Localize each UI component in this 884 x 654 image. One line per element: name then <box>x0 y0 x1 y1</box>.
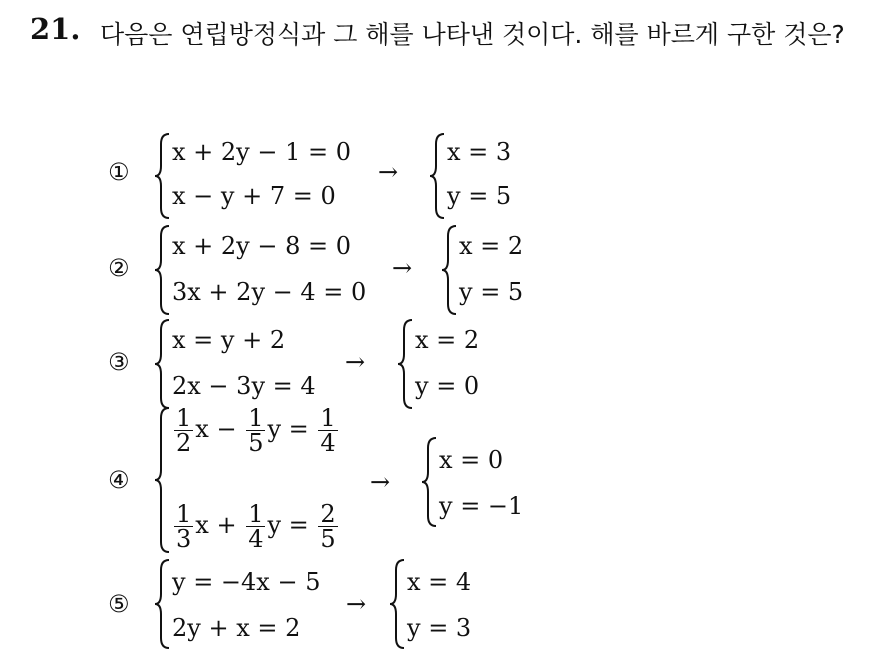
equation-1: x + 2y − 1 = 0 <box>172 138 352 166</box>
choice-3[interactable] <box>0 316 884 410</box>
choice-marker: ③ <box>108 348 130 376</box>
solution-y: y = 0 <box>415 372 480 400</box>
equation-1: y = −4x − 5 <box>172 568 321 596</box>
left-brace-icon <box>153 406 173 554</box>
solution-x: x = 0 <box>439 446 504 474</box>
solution-y: y = 5 <box>447 182 512 210</box>
solution-x: x = 4 <box>407 568 472 596</box>
choice-2[interactable] <box>0 222 884 316</box>
arrow-icon: → <box>345 348 366 376</box>
fraction: $\frac{1}{3}$ <box>176 500 192 553</box>
equation-1: x + 2y − 8 = 0 <box>172 232 352 260</box>
fraction: $\frac{1}{4}$ <box>248 500 264 553</box>
left-brace-icon <box>420 436 440 528</box>
solution-y: y = 3 <box>407 614 472 642</box>
equation-2: 2y + x = 2 <box>172 614 301 642</box>
choice-4[interactable] <box>0 404 884 556</box>
left-brace-icon <box>153 132 173 220</box>
left-brace-icon <box>153 318 173 410</box>
solution-y: y = 5 <box>459 278 524 306</box>
question-text: 다음은 연립방정식과 그 해를 나타낸 것이다. 해를 바르게 구한 것은? <box>100 20 845 49</box>
equation-2: x − y + 7 = 0 <box>172 182 336 210</box>
left-brace-icon <box>388 558 408 650</box>
arrow-icon: → <box>370 468 391 496</box>
equation-2: 2x − 3y = 4 <box>172 372 316 400</box>
left-brace-icon <box>396 318 416 410</box>
arrow-icon: → <box>346 590 367 618</box>
solution-x: x = 3 <box>447 138 512 166</box>
left-brace-icon <box>440 224 460 316</box>
fraction: $\frac{1}{2}$ <box>176 404 192 457</box>
equation-2: $\frac{1}{3}$ x + $\frac{1}{4}$ y = $\frac{2}{5}$ <box>176 500 336 553</box>
equation-1: $\frac{1}{2}$ x − $\frac{1}{5}$ y = $\frac{1}{4}$ <box>176 404 336 457</box>
choice-5[interactable] <box>0 556 884 652</box>
fraction: $\frac{1}{4}$ <box>320 404 336 457</box>
equation-1: x = y + 2 <box>172 326 286 354</box>
left-brace-icon <box>153 224 173 316</box>
solution-x: x = 2 <box>459 232 524 260</box>
arrow-icon: → <box>392 254 413 282</box>
solution-x: x = 2 <box>415 326 480 354</box>
solution-y: y = −1 <box>439 492 524 520</box>
choice-marker: ① <box>108 158 130 186</box>
question-number: 21. <box>30 12 81 46</box>
fraction: $\frac{1}{5}$ <box>248 404 264 457</box>
arrow-icon: → <box>378 158 399 186</box>
equation-2: 3x + 2y − 4 = 0 <box>172 278 367 306</box>
fraction: $\frac{2}{5}$ <box>320 500 336 553</box>
choice-marker: ④ <box>108 466 130 494</box>
left-brace-icon <box>428 132 448 220</box>
choice-marker: ② <box>108 254 130 282</box>
left-brace-icon <box>153 558 173 650</box>
choice-marker: ⑤ <box>108 590 130 618</box>
choice-1[interactable] <box>0 128 884 220</box>
